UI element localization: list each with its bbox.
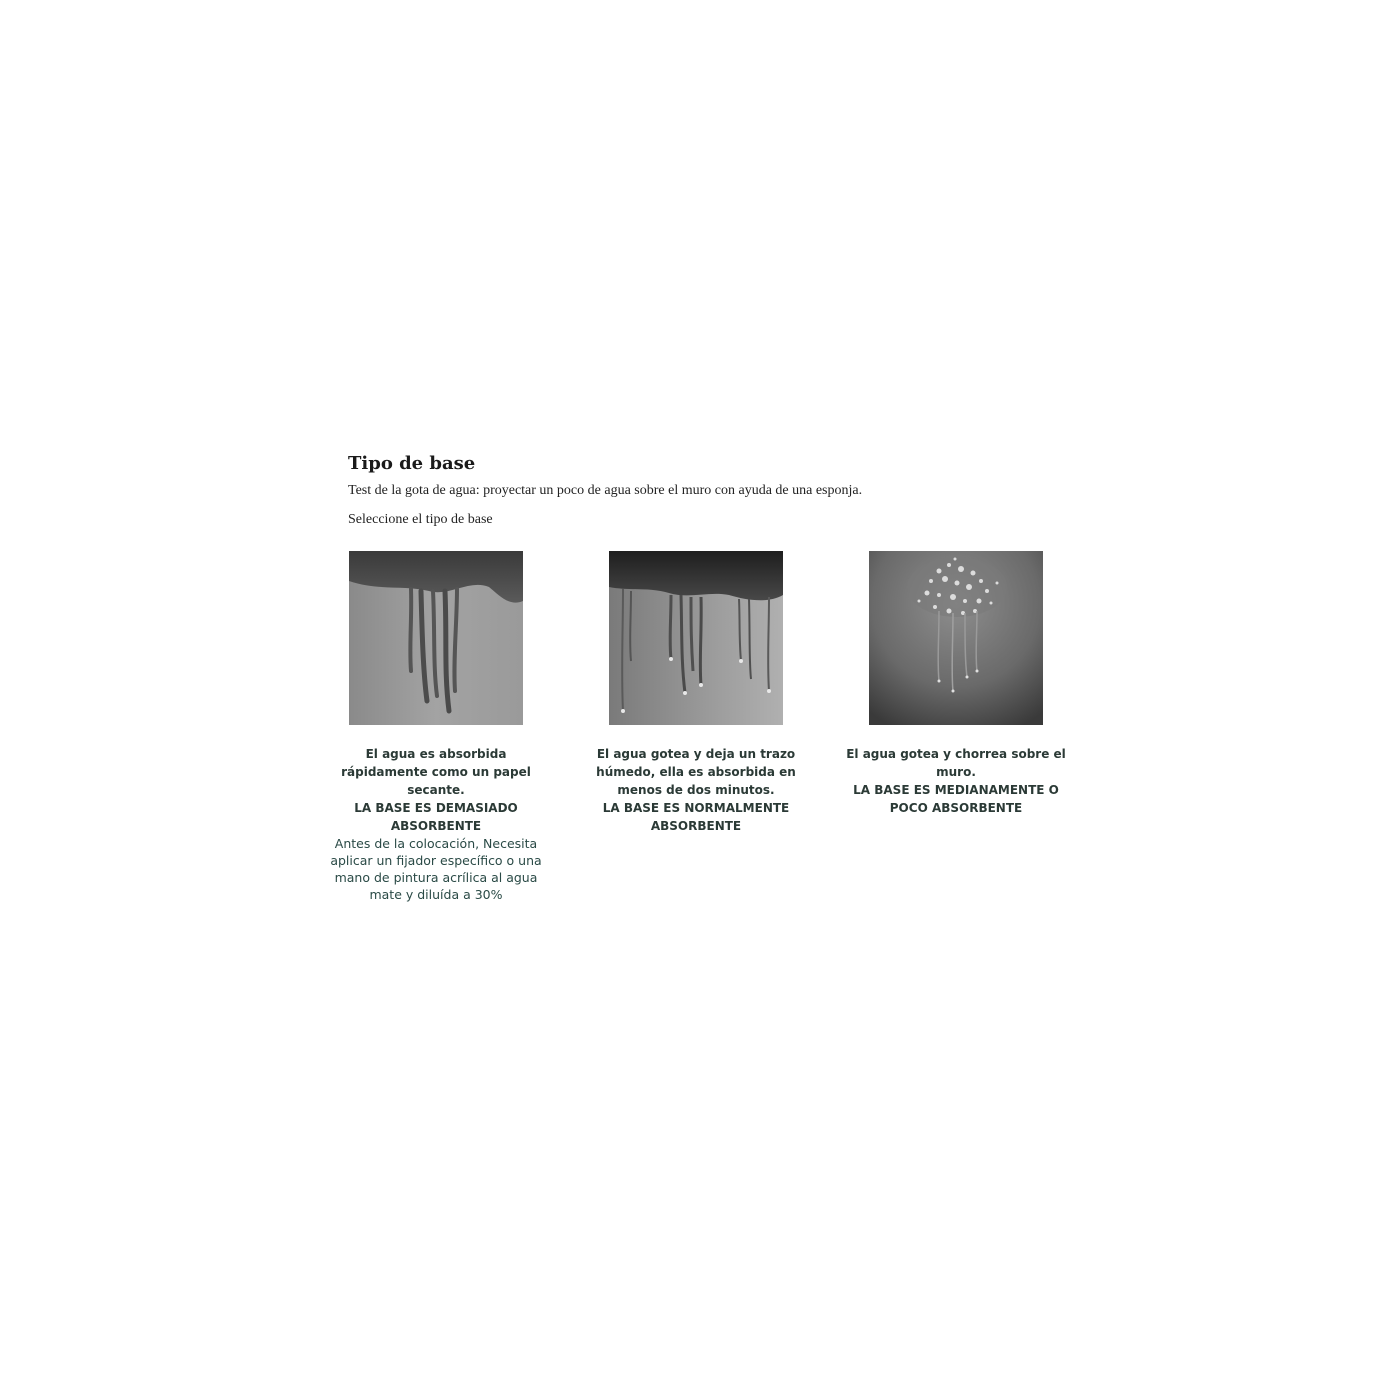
- water-drop-photo-low[interactable]: [869, 551, 1043, 725]
- option-conclusion: LA BASE ES NORMALMENTE ABSORBENTE: [602, 801, 790, 833]
- base-type-section: [330, 452, 1068, 902]
- section-title: Tipo de base: [348, 453, 476, 474]
- option-description: El agua gotea y chorrea sobre el muro.: [846, 747, 1066, 779]
- test-instructions: Test de la gota de agua: proyectar un poco de agua sobre el muro con ayuda de una esponja.: [348, 483, 863, 498]
- option-description: El agua es absorbida rápidamente como un papel secante.: [341, 747, 531, 797]
- base-type-options: [330, 551, 1108, 911]
- option-caption: [321, 745, 551, 903]
- option-note: Antes de la colocación, Necesita aplicar un fijador específico o una mano de pintura acrílica al agua mate y diluída a 30%: [330, 836, 542, 902]
- option-conclusion: LA BASE ES MEDIANAMENTE O POCO ABSORBENTE: [853, 783, 1059, 815]
- select-prompt: Seleccione el tipo de base: [348, 512, 493, 527]
- option-description: El agua gotea y deja un trazo húmedo, ella es absorbida en menos de dos minutos.: [596, 747, 796, 797]
- water-drop-photo-normal[interactable]: [609, 551, 783, 725]
- option-caption: [841, 745, 1071, 817]
- option-caption: [581, 745, 811, 835]
- water-drop-photo-absorbent[interactable]: [349, 551, 523, 725]
- option-conclusion: LA BASE ES DEMASIADO ABSORBENTE: [354, 801, 518, 833]
